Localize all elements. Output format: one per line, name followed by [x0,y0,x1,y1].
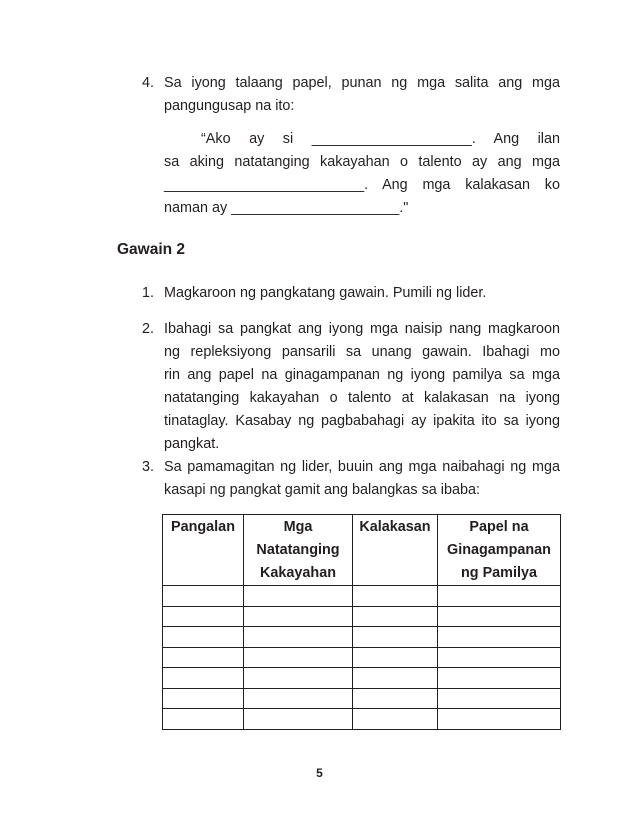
table-cell [244,709,353,730]
table-cell [353,606,438,627]
table-cell [244,627,353,648]
table-row [163,627,561,648]
item-2-line-6: pangkat. [164,436,220,452]
table-row [163,668,561,689]
page-number: 5 [316,766,323,780]
table-cell [353,647,438,668]
quote-line-3: _________________________. Ang mga kalakasan ko [164,177,560,193]
table-cell [163,709,244,730]
table-cell [163,606,244,627]
table-cell [438,647,561,668]
header-papel-line-2: Ginagampanan [447,542,551,558]
item-2-line-1: Ibahagi sa pangkat ang iyong mga naisip nang magkaroon [164,321,560,337]
table-row [163,688,561,709]
table-row [163,709,561,730]
section-heading: Gawain 2 [117,241,186,258]
item-2-line-3: rin ang papel na ginagampanan ng iyong pamilya sa mga [164,367,560,383]
table-cell [353,586,438,607]
header-kakayahan-line-1: Mga [283,519,313,535]
table-header-row [163,515,561,586]
table-row [163,606,561,627]
table-cell [353,668,438,689]
header-pangalan [163,515,244,586]
table-cell [438,688,561,709]
header-papel [438,515,561,586]
header-papel-line-1: Papel na [469,519,529,535]
table-cell [244,606,353,627]
item-3-number: 3. [142,459,155,475]
header-kakayahan-line-3: Kakayahan [260,565,336,581]
item-2-number: 2. [142,321,155,337]
quote-line-1: “Ako ay si ____________________. Ang ilan [201,131,560,147]
header-kalakasan [353,515,438,586]
item-4-line-2: pangungusap na ito: [164,98,295,114]
table-cell [438,709,561,730]
table-cell [353,627,438,648]
table-cell [438,627,561,648]
table-row [163,647,561,668]
table-cell [163,627,244,648]
quote-line-4: naman ay _____________________." [164,200,409,216]
item-4-line-1: Sa iyong talaang papel, punan ng mga salita ang mga [164,75,560,91]
item-1-line-1: Magkaroon ng pangkatang gawain. Pumili ng lider. [164,285,487,301]
item-2-line-5: tinataglay. Kasabay ng pagbabahagi ay ipakita ito sa iyong [164,413,560,429]
item-3-line-2: kasapi ng pangkat gamit ang balangkas sa ibaba: [164,482,481,498]
table-cell [353,709,438,730]
table-cell [244,586,353,607]
table-cell [438,668,561,689]
table-cell [438,586,561,607]
table-cell [163,688,244,709]
header-papel-line-3: ng Pamilya [461,565,537,581]
item-2-line-2: ng repleksiyong pansarili sa unang gawain. Ibahagi mo [164,344,560,360]
table-row [163,586,561,607]
table-cell [163,668,244,689]
table-cell [163,586,244,607]
table-cell [353,688,438,709]
item-3-line-1: Sa pamamagitan ng lider, buuin ang mga naibahagi ng mga [164,459,560,475]
item-2-line-4: natatanging kakayahan o talento at kalakasan na iyong [164,390,560,406]
table-body [163,586,561,730]
header-pangalan-text: Pangalan [171,519,235,535]
table-cell [244,647,353,668]
header-kalakasan-text: Kalakasan [359,519,431,535]
table-cell [244,688,353,709]
quote-line-2: sa aking natatanging kakayahan o talento ay ang mga [164,154,560,170]
table-cell [438,606,561,627]
item-4-number: 4. [142,75,155,91]
header-kakayahan-line-2: Natatanging [256,542,340,558]
header-kakayahan [244,515,353,586]
group-summary-table [162,514,561,730]
table-cell [244,668,353,689]
item-1-number: 1. [142,285,155,301]
table-cell [163,647,244,668]
